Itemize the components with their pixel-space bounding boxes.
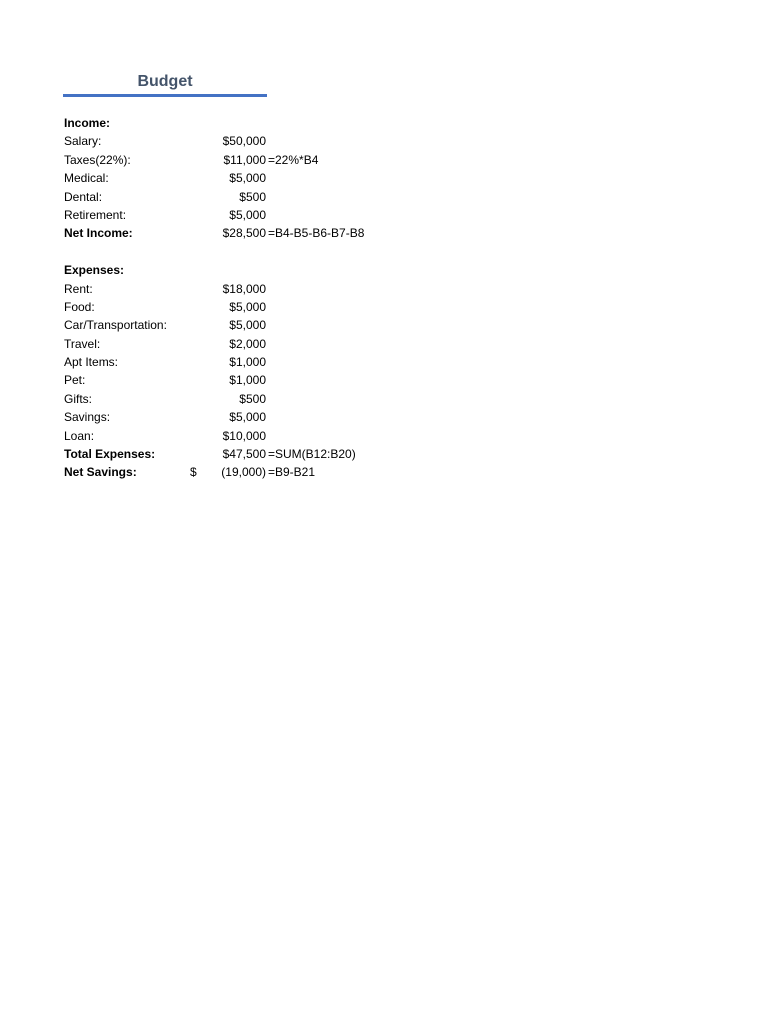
row-value: $1,000 xyxy=(229,355,266,370)
row-value: $500 xyxy=(239,391,266,406)
row-value: $5,000 xyxy=(229,410,266,425)
row-label: Apt Items: xyxy=(64,355,119,370)
row-formula: =22%*B4 xyxy=(268,152,319,167)
row-label: Dental: xyxy=(64,189,103,204)
row-value: $1,000 xyxy=(229,373,266,388)
row-value: $18,000 xyxy=(222,281,266,296)
net-income-formula: =B4-B5-B6-B7-B8 xyxy=(268,226,365,241)
row-value: $5,000 xyxy=(229,318,266,333)
row-label: Taxes(22%): xyxy=(64,152,131,167)
row-label: Travel: xyxy=(64,336,101,351)
income-header: Income: xyxy=(64,116,111,130)
row-label: Medical: xyxy=(64,171,109,186)
row-value: $10,000 xyxy=(222,428,266,443)
row-label: Gifts: xyxy=(64,391,93,406)
net-income-label: Net Income: xyxy=(64,226,133,241)
net-income-value: $28,500 xyxy=(222,226,266,241)
row-label: Rent: xyxy=(64,281,93,296)
row-label: Retirement: xyxy=(64,207,127,222)
row-label: Salary: xyxy=(64,134,102,149)
row-value: $11,000 xyxy=(223,152,266,167)
row-label: Savings: xyxy=(64,410,111,425)
net-savings-formula: =B9-B21 xyxy=(268,465,316,480)
net-savings-value: (19,000) xyxy=(221,465,266,480)
title-underline xyxy=(63,94,267,97)
total-expenses-label: Total Expenses: xyxy=(64,447,156,462)
row-value: $2,000 xyxy=(229,336,266,351)
net-savings-currency: $ xyxy=(190,465,197,480)
total-expenses-value: $47,500 xyxy=(222,447,266,462)
row-label: Pet: xyxy=(64,373,86,388)
row-value: $500 xyxy=(239,189,266,204)
total-expenses-formula: =SUM(B12:B20) xyxy=(268,447,356,462)
row-label: Food: xyxy=(64,299,95,314)
net-savings-label: Net Savings: xyxy=(64,465,137,480)
page-title: Budget xyxy=(137,73,193,90)
row-label: Loan: xyxy=(64,428,95,443)
row-value: $5,000 xyxy=(229,207,266,222)
row-value: $5,000 xyxy=(229,299,266,314)
row-value: $5,000 xyxy=(229,171,266,186)
expenses-header: Expenses: xyxy=(64,263,125,278)
row-value: $50,000 xyxy=(222,134,266,149)
row-label: Car/Transportation: xyxy=(64,318,167,333)
